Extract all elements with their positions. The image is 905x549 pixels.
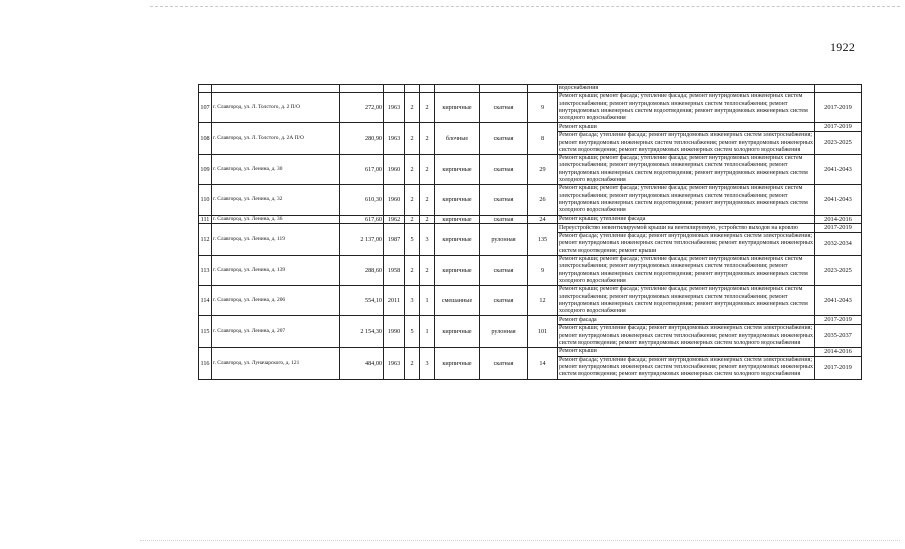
scan-edge-line <box>150 6 900 7</box>
roof-type-cell: скатная <box>480 185 528 215</box>
roof-type-cell: скатная <box>480 286 528 316</box>
period-cell: 2017-2019 <box>815 93 862 123</box>
period-cell: 2035-2037 <box>815 325 862 348</box>
area-cell: 617,60 <box>340 215 384 224</box>
area-cell: 272,00 <box>340 93 384 123</box>
works-cell: Ремонт крыши; ремонт фасада; утепление фасада; ремонт внутридомовых инженерных систем электроснабжения; ремонт внутридомовых инженерных систем теплоснабжения; ремонт внутридомовых инженерных систем водоотведения; ремонт внутридомовых инженерных систем холодного водоснабжения <box>558 185 815 215</box>
entrances-cell: 2 <box>420 185 435 215</box>
row-number-cell: 110 <box>199 185 212 215</box>
scan-edge-line <box>140 540 900 541</box>
residents-cell: 26 <box>528 185 558 215</box>
period-cell: 2023-2025 <box>815 132 862 155</box>
wall-material-cell: блочные <box>435 123 480 155</box>
row-number-cell: 112 <box>199 224 212 256</box>
table-row <box>199 224 862 233</box>
period-cell: 2023-2025 <box>815 256 862 286</box>
works-cell: Ремонт крыши; утепление фасада <box>558 215 815 224</box>
floors-cell: 2 <box>405 123 420 155</box>
floors-cell: 5 <box>405 316 420 348</box>
works-cell: водоснабжения <box>558 85 815 93</box>
row-number-cell: 111 <box>199 215 212 224</box>
works-cell: Переустройство невентилируемой крыши на вентилируемую, устройство выходов на кровлю <box>558 224 815 233</box>
entrances-cell: 1 <box>420 316 435 348</box>
address-cell: г. Славгород, ул. Луначарского, д. 121 <box>212 348 340 380</box>
row-number-cell: 108 <box>199 123 212 155</box>
roof-type-cell: скатная <box>480 123 528 155</box>
entrances-cell: 2 <box>420 256 435 286</box>
period-cell: 2017-2019 <box>815 224 862 233</box>
row-number-cell: 114 <box>199 286 212 316</box>
period-cell: 2017-2019 <box>815 316 862 325</box>
address-cell: г. Славгород, ул. Ленина, д. 30 <box>212 155 340 185</box>
entrances-cell: 3 <box>420 348 435 380</box>
area-cell: 484,00 <box>340 348 384 380</box>
table-row <box>199 348 862 357</box>
year-cell: 1987 <box>384 224 405 256</box>
address-cell: г. Славгород, ул. Ленина, д. 207 <box>212 316 340 348</box>
year-cell: 1960 <box>384 185 405 215</box>
roof-type-cell: скатная <box>480 93 528 123</box>
year-cell: 1958 <box>384 256 405 286</box>
roof-type-cell: скатная <box>480 256 528 286</box>
wall-material-cell: кирпичные <box>435 155 480 185</box>
entrances-cell: 2 <box>420 123 435 155</box>
residents-cell: 135 <box>528 224 558 256</box>
works-cell: Ремонт крыши <box>558 123 815 132</box>
period-cell: 2017-2019 <box>815 123 862 132</box>
year-cell: 1963 <box>384 123 405 155</box>
table-row <box>199 123 862 132</box>
address-cell: г. Славгород, ул. Л. Толстого, д. 2А П/О <box>212 123 340 155</box>
table-row <box>199 286 862 316</box>
roof-type-cell: скатная <box>480 348 528 380</box>
roof-type-cell: рулонная <box>480 224 528 256</box>
year-cell: 1990 <box>384 316 405 348</box>
row-number-cell: 115 <box>199 316 212 348</box>
residents-cell: 14 <box>528 348 558 380</box>
address-cell: г. Славгород, ул. Ленина, д. 36 <box>212 215 340 224</box>
entrances-cell: 2 <box>420 155 435 185</box>
floors-cell: 2 <box>405 185 420 215</box>
period-cell: 2041-2043 <box>815 286 862 316</box>
period-cell: 2014-2016 <box>815 348 862 357</box>
wall-material-cell: кирпичные <box>435 93 480 123</box>
floors-cell: 2 <box>405 256 420 286</box>
address-cell: г. Славгород, ул. Л. Толстого, д. 2 П/О <box>212 93 340 123</box>
period-cell: 2032-2034 <box>815 233 862 256</box>
wall-material-cell: кирпичные <box>435 348 480 380</box>
works-cell: Ремонт крыши; утепление фасада; ремонт внутридомовых инженерных систем электроснабжения; ремонт внутридомовых инженерных систем теплоснабжения; ремонт внутридомовых инженерных систем водоотведения; ремонт внутридомовых инженерных систем холодного водоснабжения <box>559 325 813 346</box>
residents-cell: 101 <box>528 316 558 348</box>
table-body <box>199 85 862 380</box>
roof-type-cell: скатная <box>480 155 528 185</box>
year-cell: 1963 <box>384 93 405 123</box>
roof-type-cell: скатная <box>480 215 528 224</box>
residents-cell: 8 <box>528 123 558 155</box>
year-cell: 1963 <box>384 348 405 380</box>
floors-cell: 2 <box>405 348 420 380</box>
floors-cell: 2 <box>405 155 420 185</box>
area-cell: 280,90 <box>340 123 384 155</box>
housing-repair-table <box>198 84 862 380</box>
address-cell: г. Славгород, ул. Ленина, д. 206 <box>212 286 340 316</box>
works-cell: Ремонт крыши; ремонт фасада; утепление фасада; ремонт внутридомовых инженерных систем электроснабжения; ремонт внутридомовых инженерных систем теплоснабжения; ремонт внутридомовых инженерных систем водоотведения; ремонт внутридомовых инженерных систем холодного водоснабжения <box>558 93 815 123</box>
table-row <box>199 316 862 325</box>
table-row <box>199 93 862 123</box>
works-cell: Ремонт крыши <box>558 348 815 357</box>
roof-type-cell: рулонная <box>480 316 528 348</box>
wall-material-cell: кирпичные <box>435 185 480 215</box>
wall-material-cell: смешанные <box>435 286 480 316</box>
period-cell: 2041-2043 <box>815 185 862 215</box>
row-number-cell: 116 <box>199 348 212 380</box>
works-cell: Ремонт фасада; утепление фасада; ремонт внутридомовых инженерных систем электроснабжения; ремонт внутридомовых инженерных систем теплоснабжения; ремонт внутридомовых инженерных систем водоотведения; ремонт внутридомовых инженерных систем холодного водоснабжения <box>559 132 813 153</box>
wall-material-cell: кирпичные <box>435 316 480 348</box>
table-row-continuation <box>199 85 862 93</box>
area-cell: 288,60 <box>340 256 384 286</box>
address-cell: г. Славгород, ул. Ленина, д. 119 <box>212 224 340 256</box>
residents-cell: 9 <box>528 256 558 286</box>
table-row <box>199 185 862 215</box>
year-cell: 1960 <box>384 155 405 185</box>
area-cell: 554,10 <box>340 286 384 316</box>
area-cell: 2 137,00 <box>340 224 384 256</box>
entrances-cell: 1 <box>420 286 435 316</box>
works-cell: Ремонт крыши; ремонт фасада; утепление фасада; ремонт внутридомовых инженерных систем электроснабжения; ремонт внутридомовых инженерных систем теплоснабжения; ремонт внутридомовых инженерных систем водоотведения; ремонт внутридомовых инженерных систем холодного водоснабжения <box>558 286 815 316</box>
year-cell: 2011 <box>384 286 405 316</box>
floors-cell: 2 <box>405 215 420 224</box>
wall-material-cell: кирпичные <box>435 256 480 286</box>
floors-cell: 2 <box>405 93 420 123</box>
area-cell: 2 154,30 <box>340 316 384 348</box>
entrances-cell: 2 <box>420 215 435 224</box>
works-cell: Ремонт крыши; ремонт фасада; утепление фасада; ремонт внутридомовых инженерных систем электроснабжения; ремонт внутридомовых инженерных систем теплоснабжения; ремонт внутридомовых инженерных систем водоотведения; ремонт внутридомовых инженерных систем холодного водоснабжения <box>558 256 815 286</box>
entrances-cell: 2 <box>420 93 435 123</box>
table-row <box>199 155 862 185</box>
row-number-cell: 109 <box>199 155 212 185</box>
wall-material-cell: кирпичные <box>435 224 480 256</box>
row-number-cell: 107 <box>199 93 212 123</box>
page-number: 1922 <box>830 40 856 54</box>
address-cell: г. Славгород, ул. Ленина, д. 139 <box>212 256 340 286</box>
residents-cell: 24 <box>528 215 558 224</box>
address-cell: г. Славгород, ул. Ленина, д. 32 <box>212 185 340 215</box>
year-cell: 1962 <box>384 215 405 224</box>
residents-cell: 9 <box>528 93 558 123</box>
residents-cell: 29 <box>528 155 558 185</box>
works-cell: Ремонт фасада; утепление фасада; ремонт внутридомовых инженерных систем электроснабжения; ремонт внутридомовых инженерных систем теплоснабжения; ремонт внутридомовых инженерных систем водоотведения; ремонт внутридомовых инженерных систем холодного водоснабжения <box>559 356 813 378</box>
wall-material-cell: кирпичные <box>435 215 480 224</box>
entrances-cell: 3 <box>420 224 435 256</box>
table-row <box>199 215 862 224</box>
table-row <box>199 256 862 286</box>
period-cell: 2014-2016 <box>815 215 862 224</box>
works-cell: Ремонт фасада <box>558 316 815 325</box>
period-cell: 2017-2019 <box>815 356 862 379</box>
floors-cell: 3 <box>405 286 420 316</box>
period-cell: 2041-2043 <box>815 155 862 185</box>
row-number-cell: 113 <box>199 256 212 286</box>
works-cell: Ремонт фасада; утепление фасада; ремонт внутридомовых инженерных систем электроснабжения; ремонт внутридомовых инженерных систем теплоснабжения; ремонт внутридомовых инженерных систем водоотведения; ремонт крыши <box>559 233 813 254</box>
area-cell: 617,00 <box>340 155 384 185</box>
residents-cell: 12 <box>528 286 558 316</box>
floors-cell: 5 <box>405 224 420 256</box>
works-cell: Ремонт крыши; ремонт фасада; утепление фасада; ремонт внутридомовых инженерных систем электроснабжения; ремонт внутридомовых инженерных систем теплоснабжения; ремонт внутридомовых инженерных систем водоотведения; ремонт внутридомовых инженерных систем холодного водоснабжения <box>558 155 815 185</box>
area-cell: 610,30 <box>340 185 384 215</box>
